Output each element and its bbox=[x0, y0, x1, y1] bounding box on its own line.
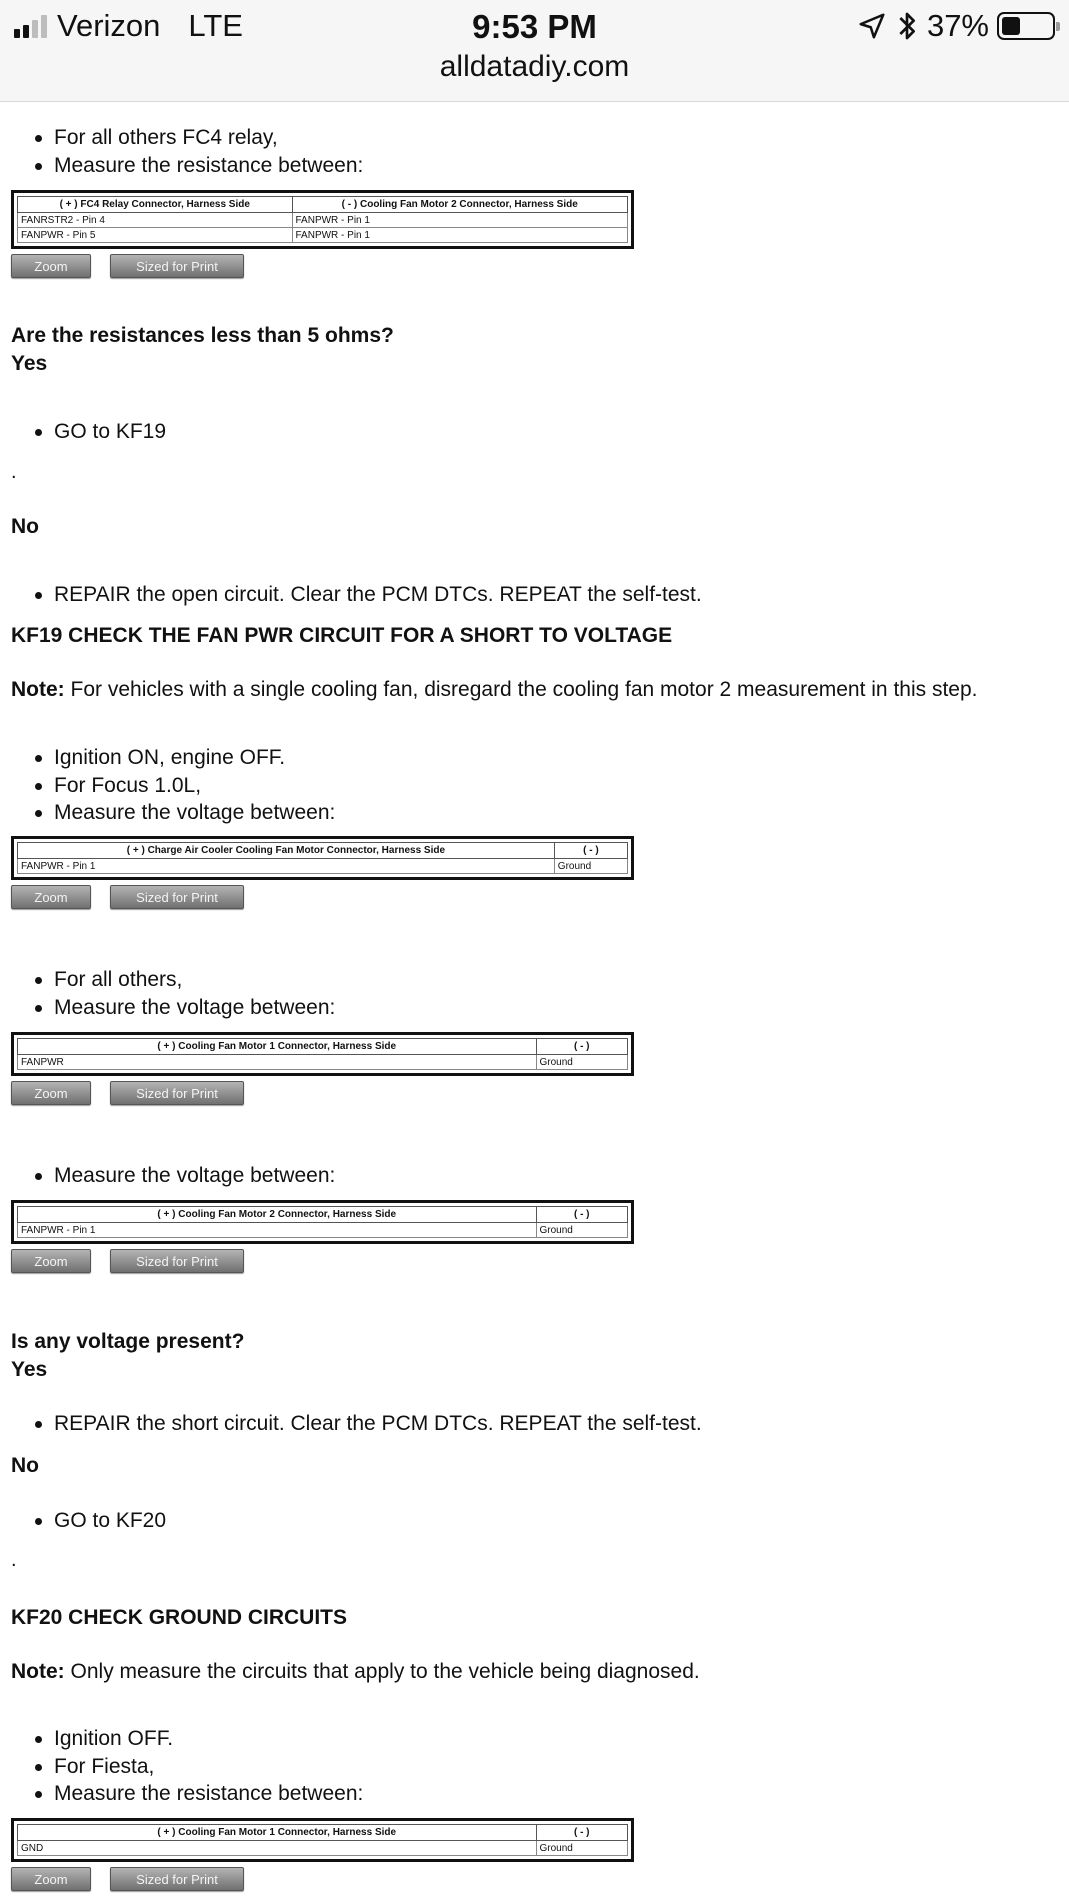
note-kf20 bbox=[11, 1658, 700, 1685]
table-cell: FANPWR - Pin 1 bbox=[292, 213, 628, 228]
table-header: ( + ) Cooling Fan Motor 2 Connector, Harness Side bbox=[18, 1207, 537, 1223]
bluetooth-icon bbox=[897, 10, 917, 42]
measurement-table bbox=[11, 1200, 634, 1244]
question-text: Are the resistances less than 5 ohms? bbox=[11, 324, 394, 347]
table-cell: Ground bbox=[536, 1841, 628, 1856]
table-header: ( - ) bbox=[536, 1825, 628, 1841]
list-item: For Fiesta, bbox=[11, 1753, 363, 1781]
table-cell: Ground bbox=[536, 1055, 628, 1070]
table-header: ( - ) Cooling Fan Motor 2 Connector, Harness Side bbox=[292, 197, 628, 213]
battery-icon bbox=[997, 12, 1055, 40]
sized-for-print-button[interactable]: Sized for Print bbox=[110, 1081, 244, 1105]
list-item: Measure the voltage between: bbox=[11, 799, 335, 827]
zoom-button[interactable]: Zoom bbox=[11, 254, 91, 278]
table-cell: FANPWR - Pin 1 bbox=[18, 1223, 537, 1238]
list-item: Ignition ON, engine OFF. bbox=[11, 744, 335, 772]
list-item: GO to KF19 bbox=[11, 418, 166, 446]
table-header: ( + ) FC4 Relay Connector, Harness Side bbox=[18, 197, 293, 213]
note-kf19 bbox=[11, 676, 977, 703]
list-item: Measure the voltage between: bbox=[11, 994, 335, 1022]
table-cell: Ground bbox=[554, 859, 627, 874]
zoom-button[interactable]: Zoom bbox=[11, 1249, 91, 1273]
list-item: REPAIR the short circuit. Clear the PCM DTCs. REPEAT the self-test. bbox=[11, 1410, 702, 1438]
table-cell: FANPWR - Pin 5 bbox=[18, 228, 293, 243]
answer-no-label: No bbox=[11, 515, 39, 538]
separator-dot: . bbox=[11, 461, 17, 483]
sized-for-print-button[interactable]: Sized for Print bbox=[110, 885, 244, 909]
note-text: Only measure the circuits that apply to the vehicle being diagnosed. bbox=[70, 1660, 700, 1683]
location-arrow-icon bbox=[857, 11, 887, 41]
list-item: Ignition OFF. bbox=[11, 1725, 363, 1753]
separator-dot: . bbox=[11, 1549, 17, 1571]
measurement-table bbox=[11, 836, 634, 880]
list-item: For all others FC4 relay, bbox=[11, 124, 363, 152]
address-bar-url[interactable]: alldatadiy.com bbox=[439, 50, 630, 83]
list-item: For all others, bbox=[11, 966, 335, 994]
note-text: For vehicles with a single cooling fan, disregard the cooling fan motor 2 measurement in this step. bbox=[70, 678, 978, 701]
measurement-table bbox=[11, 190, 634, 249]
carrier-name: Verizon bbox=[57, 8, 161, 43]
answer-yes-label: Yes bbox=[11, 352, 48, 375]
measurement-table bbox=[11, 1818, 634, 1862]
clock: 9:53 PM bbox=[472, 8, 597, 45]
sized-for-print-button[interactable]: Sized for Print bbox=[110, 254, 244, 278]
measurement-table bbox=[11, 1032, 634, 1076]
table-header: ( + ) Charge Air Cooler Cooling Fan Motor Connector, Harness Side bbox=[18, 843, 555, 859]
table-header: ( + ) Cooling Fan Motor 1 Connector, Harness Side bbox=[18, 1039, 537, 1055]
list-item: Measure the resistance between: bbox=[11, 152, 363, 180]
table-header: ( - ) bbox=[554, 843, 627, 859]
table-cell: Ground bbox=[536, 1223, 628, 1238]
table-cell: FANPWR bbox=[18, 1055, 537, 1070]
zoom-button[interactable]: Zoom bbox=[11, 885, 91, 909]
list-item: REPAIR the open circuit. Clear the PCM DTCs. REPEAT the self-test. bbox=[11, 581, 702, 609]
zoom-button[interactable]: Zoom bbox=[11, 1081, 91, 1105]
status-bar bbox=[0, 0, 1069, 102]
table-cell: FANRSTR2 - Pin 4 bbox=[18, 213, 293, 228]
section-heading-kf19: KF19 CHECK THE FAN PWR CIRCUIT FOR A SHORT TO VOLTAGE bbox=[11, 624, 673, 647]
section-heading-kf20: KF20 CHECK GROUND CIRCUITS bbox=[11, 1606, 348, 1629]
zoom-button[interactable]: Zoom bbox=[11, 1867, 91, 1891]
battery-percent: 37% bbox=[926, 8, 989, 43]
answer-no-label: No bbox=[11, 1454, 39, 1477]
list-item: For Focus 1.0L, bbox=[11, 772, 335, 800]
table-cell: FANPWR - Pin 1 bbox=[292, 228, 628, 243]
network-type: LTE bbox=[188, 8, 243, 43]
note-label: Note: bbox=[11, 678, 65, 701]
table-header: ( + ) Cooling Fan Motor 1 Connector, Harness Side bbox=[18, 1825, 537, 1841]
sized-for-print-button[interactable]: Sized for Print bbox=[110, 1249, 244, 1273]
list-item: GO to KF20 bbox=[11, 1507, 166, 1535]
list-item: Measure the resistance between: bbox=[11, 1780, 363, 1808]
question-text: Is any voltage present? bbox=[11, 1330, 245, 1353]
table-cell: GND bbox=[18, 1841, 537, 1856]
table-header: ( - ) bbox=[536, 1207, 628, 1223]
status-right bbox=[857, 8, 1055, 44]
table-cell: FANPWR - Pin 1 bbox=[18, 859, 555, 874]
table-header: ( - ) bbox=[536, 1039, 628, 1055]
sized-for-print-button[interactable]: Sized for Print bbox=[110, 1867, 244, 1891]
answer-yes-label: Yes bbox=[11, 1358, 48, 1381]
note-label: Note: bbox=[11, 1660, 65, 1683]
list-item: Measure the voltage between: bbox=[11, 1162, 335, 1190]
